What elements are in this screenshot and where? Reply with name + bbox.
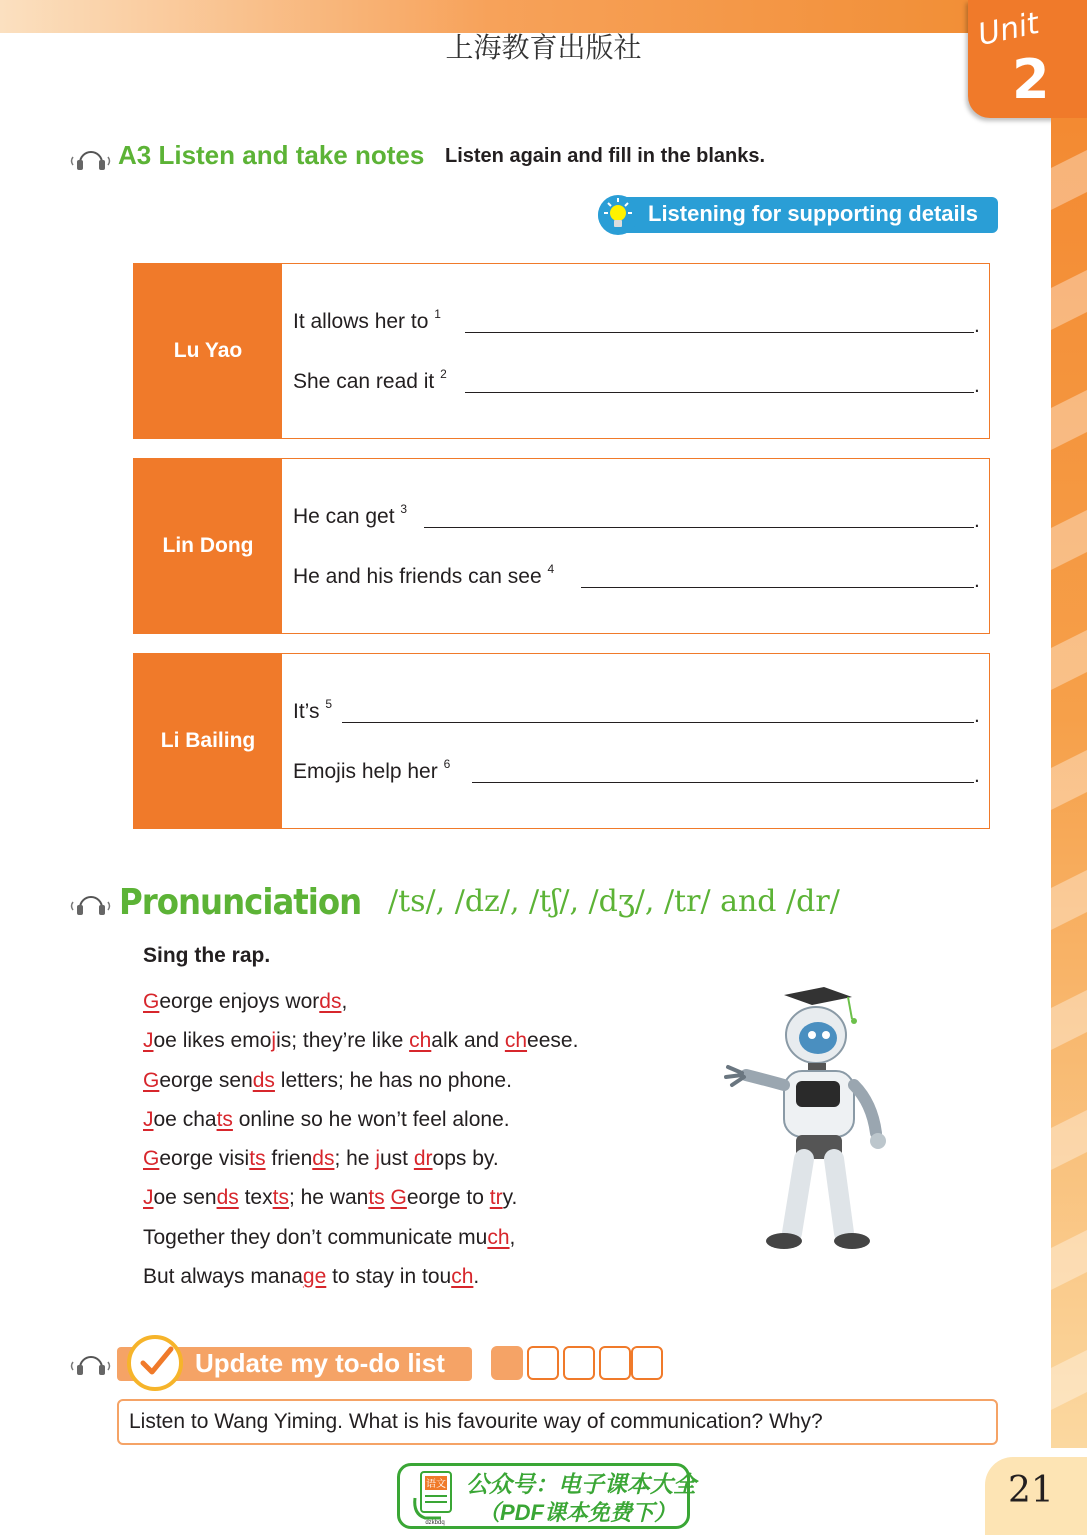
- lyric-text: Together they don’t communicate mu: [143, 1225, 488, 1249]
- note-name: Li Bailing: [134, 654, 282, 828]
- highlighted-sound: dr: [413, 1147, 433, 1171]
- lyric-text: eorge enjoys wor: [159, 990, 320, 1013]
- highlighted-sound: J: [143, 1107, 154, 1131]
- todo-question: Listen to Wang Yiming. What is his favourite way of communication? Why?: [117, 1399, 998, 1445]
- rap-line: [143, 988, 578, 1027]
- highlighted-sound: G: [143, 990, 160, 1013]
- rap-instruction: Sing the rap.: [143, 944, 271, 967]
- note-name: Lin Dong: [134, 459, 282, 633]
- headphone-icon[interactable]: [70, 890, 112, 918]
- lyric-text: ops by.: [432, 1147, 499, 1171]
- lyric-text: oe sen: [153, 1186, 217, 1210]
- page-number: 21: [1008, 1470, 1054, 1511]
- note-box-lu-yao: Lu Yao It allows her to $^1$ . She can read it $^2$ .: [133, 263, 990, 439]
- lyric-text: ust: [380, 1147, 414, 1171]
- lyric-text: to stay in tou: [326, 1265, 452, 1289]
- progress-square: [491, 1346, 523, 1380]
- lyric-text: .: [473, 1265, 480, 1289]
- lyric-text: eorge visi: [159, 1147, 250, 1171]
- publisher-name: 上海教育出版社: [445, 31, 642, 64]
- a3-title: A3 Listen and take notes: [118, 140, 425, 170]
- highlighted-sound: tr: [489, 1186, 503, 1210]
- lyric-text: is; they’re like: [276, 1029, 410, 1053]
- lyric-text: letters; he has no phone.: [274, 1068, 512, 1092]
- rap-line: [143, 1224, 578, 1263]
- headphone-icon[interactable]: [70, 145, 112, 173]
- progress-square: [599, 1346, 631, 1380]
- highlighted-sound: ts: [249, 1147, 266, 1171]
- lyric-text: eorge sen: [159, 1068, 253, 1092]
- highlighted-sound: ds: [319, 990, 342, 1013]
- highlighted-sound: ds: [312, 1147, 335, 1171]
- watermark-line1: 公众号：电子课本大全: [466, 1471, 696, 1497]
- progress-square: [527, 1346, 559, 1380]
- lyric-text: tex: [238, 1186, 273, 1210]
- lightbulb-icon: [598, 195, 638, 235]
- answer-blank-3[interactable]: [424, 527, 974, 528]
- answer-blank-5[interactable]: [342, 722, 974, 723]
- highlighted-sound: J: [143, 1029, 154, 1053]
- answer-blank-1[interactable]: [465, 332, 974, 333]
- highlighted-sound: ch: [451, 1265, 474, 1289]
- progress-square: [563, 1346, 595, 1380]
- highlighted-sound: ds: [252, 1068, 275, 1092]
- lyric-text: eese.: [527, 1029, 579, 1053]
- highlighted-sound: G: [143, 1147, 160, 1171]
- robot-illustration: [712, 983, 892, 1253]
- icon-caption: 语文: [426, 1479, 446, 1490]
- lyric-text: ,: [341, 990, 348, 1013]
- todo-title: Update my to-do list: [195, 1348, 445, 1378]
- lyric-text: y.: [502, 1186, 518, 1210]
- check-icon: [127, 1335, 183, 1391]
- note-box-lin-dong: Lin Dong He can get $^3$ . He and his friends can see $^4$ .: [133, 458, 990, 634]
- lyric-text: ; he wan: [288, 1186, 369, 1210]
- icon-subcaption: dzkbdq: [425, 1520, 445, 1526]
- rap-line: [143, 1106, 578, 1145]
- lyric-text: oe cha: [153, 1107, 217, 1131]
- highlighted-sound: ch: [504, 1029, 528, 1053]
- rap-line: [143, 1184, 578, 1223]
- a3-instruction: Listen again and fill in the blanks.: [445, 145, 766, 167]
- note-line: Emojis help her $^6$: [293, 757, 451, 783]
- unit-label: Unit: [975, 6, 1043, 53]
- headphone-icon[interactable]: [70, 1350, 112, 1378]
- note-line: It allows her to $^1$: [293, 307, 441, 333]
- highlighted-sound: j: [271, 1029, 277, 1053]
- highlighted-sound: ts: [368, 1186, 385, 1210]
- lyric-text: frien: [265, 1147, 313, 1171]
- pronunciation-sounds: /ts/, /dz/, /tʃ/, /dʒ/, /tr/ and /dr/: [388, 884, 840, 919]
- lyric-text: ,: [509, 1225, 516, 1249]
- lyric-text: oe likes emo: [153, 1029, 272, 1053]
- rap-line: [143, 1027, 578, 1066]
- rap-lyrics: [143, 988, 578, 1302]
- note-name: Lu Yao: [134, 264, 282, 438]
- highlighted-sound: j: [375, 1147, 380, 1171]
- lyric-text: online so he won’t feel alone.: [232, 1107, 510, 1131]
- answer-blank-6[interactable]: [472, 782, 974, 783]
- highlighted-sound: ts: [216, 1107, 233, 1131]
- note-line: He can get $^3$: [293, 502, 408, 528]
- progress-square: [631, 1346, 663, 1380]
- highlighted-sound: ge: [302, 1265, 327, 1289]
- answer-blank-4[interactable]: [581, 587, 974, 588]
- note-box-li-bailing: Li Bailing It’s $^5$ . Emojis help her $^6$ .: [133, 653, 990, 829]
- highlighted-sound: ds: [216, 1186, 239, 1210]
- highlighted-sound: G: [143, 1068, 160, 1092]
- highlighted-sound: G: [390, 1186, 407, 1210]
- lyric-text: ; he: [334, 1147, 376, 1171]
- tip-text: Listening for supporting details: [648, 201, 978, 226]
- lyric-text: alk and: [431, 1029, 505, 1053]
- watermark-line2: （PDF课本免费下）: [478, 1500, 677, 1525]
- note-line: She can read it $^2$: [293, 367, 447, 393]
- lyric-text: But always mana: [143, 1265, 303, 1289]
- highlighted-sound: ch: [409, 1029, 432, 1053]
- rap-line: [143, 1067, 578, 1106]
- pronunciation-title: Pronunciation: [119, 882, 362, 923]
- book-hand-icon: [411, 1468, 459, 1526]
- highlighted-sound: ch: [487, 1225, 510, 1249]
- note-line: It’s $^5$: [293, 697, 332, 723]
- lyric-text: eorge to: [406, 1186, 490, 1210]
- highlighted-sound: ts: [272, 1186, 289, 1210]
- note-line: He and his friends can see $^4$: [293, 562, 555, 588]
- rap-line: [143, 1145, 578, 1184]
- unit-number: 2: [1012, 48, 1050, 111]
- rap-line: [143, 1263, 578, 1302]
- highlighted-sound: J: [143, 1186, 154, 1210]
- answer-blank-2[interactable]: [465, 392, 974, 393]
